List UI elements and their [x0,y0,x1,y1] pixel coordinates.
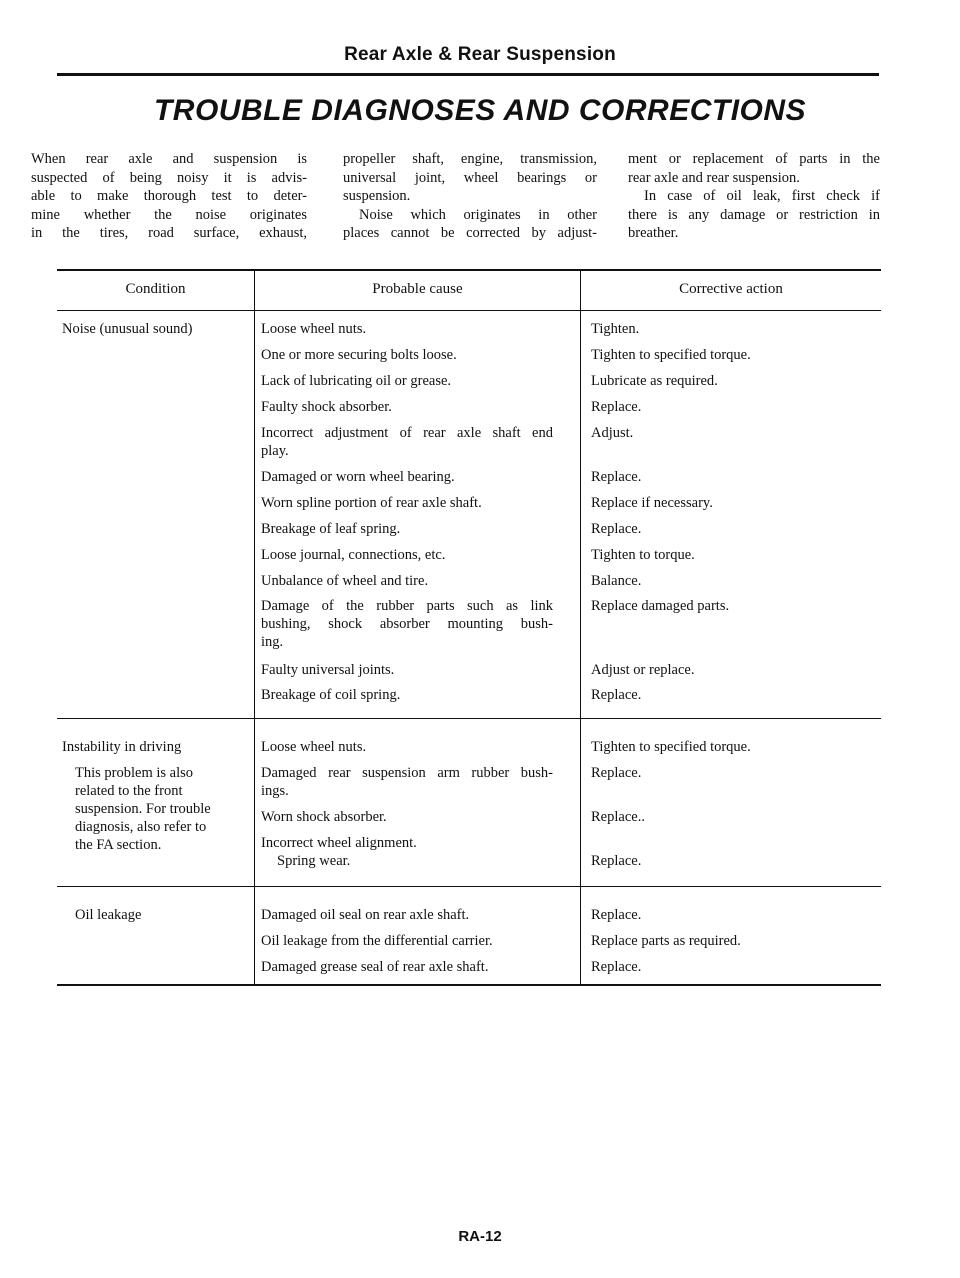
cause-cell: Damaged grease seal of rear axle shaft. [261,959,489,975]
cause-cell: Breakage of leaf spring. [261,521,401,537]
page-title: TROUBLE DIAGNOSES AND CORRECTIONS [153,94,807,127]
condition-cell: Noise (unusual sound) [62,321,193,337]
cause-cell: Damaged oil seal on rear axle shaft. [261,907,470,923]
cause-cell-continued: bushing, shock absorber mounting bush- [261,616,553,632]
intro-line: mine whether the noise originates [31,206,307,223]
action-cell: Tighten. [591,321,640,337]
intro-line: breather. [628,225,679,241]
condition-cell: Oil leakage [75,907,142,923]
column-header-condition: Condition [125,281,186,297]
action-cell: Tighten to specified torque. [591,347,751,363]
cause-cell: Loose journal, connections, etc. [261,547,446,563]
intro-line: able to make thorough test to deter- [31,188,307,204]
cause-cell: One or more securing bolts loose. [261,347,457,363]
note-line: the FA section. [75,837,162,853]
action-cell: Replace.. [591,809,645,825]
cause-cell: Faulty shock absorber. [261,399,392,415]
intro-column-1 [31,150,307,243]
cause-cell: Oil leakage from the differential carrier. [261,933,493,949]
action-cell: Replace if necessary. [591,495,713,511]
action-cell: Replace. [591,399,642,415]
intro-line: Noise which originates in other [359,206,597,223]
intro-line: suspension. [343,188,411,204]
intro-line: When rear axle and suspension is [31,151,307,167]
group-divider [57,886,881,887]
cause-cell: Breakage of coil spring. [261,687,401,703]
cause-cell: Incorrect wheel alignment. [261,835,417,851]
intro-line: In case of oil leak, first check if [644,188,880,204]
action-cell: Adjust. [591,425,634,441]
group-divider [57,718,881,719]
cause-cell: Damage of the rubber parts such as link [261,598,553,614]
table-bottom-rule [57,984,881,986]
header-rule [57,73,879,76]
intro-line: in the tires, road surface, exhaust, [31,225,307,241]
intro-line: universal joint, wheel bearings or [343,169,597,186]
action-cell: Replace. [591,469,642,485]
note-line: diagnosis, also refer to [75,819,207,835]
cause-cell: Incorrect adjustment of rear axle shaft end [261,425,553,441]
table-header-rule [57,310,881,311]
cause-cell-continued: ings. [261,783,289,799]
action-cell: Lubricate as required. [591,373,718,389]
action-cell: Tighten to specified torque. [591,739,751,755]
cause-cell: Loose wheel nuts. [261,739,367,755]
action-cell: Replace parts as required. [591,933,741,949]
cause-cell: Damaged or worn wheel bearing. [261,469,455,485]
table-top-rule [57,269,881,271]
action-cell: Replace damaged parts. [591,598,730,614]
action-cell: Replace. [591,521,642,537]
column-divider [580,269,581,985]
action-cell: Tighten to torque. [591,547,695,563]
intro-line: ment or replacement of parts in the [628,151,880,167]
note-line: This problem is also [75,765,194,781]
cause-cell: Faulty universal joints. [261,662,395,678]
action-cell: Replace. [591,765,642,781]
condition-note [75,764,255,854]
note-line: suspension. For trouble [75,801,211,817]
intro-column-3 [628,150,880,243]
section-title: Rear Axle & Rear Suspension [344,44,616,65]
condition-cell: Instability in driving [62,739,182,755]
action-cell: Adjust or replace. [591,662,695,678]
intro-line: propeller shaft, engine, transmission, [343,151,597,167]
cause-cell: Loose wheel nuts. [261,321,367,337]
intro-line: suspected of being noisy it is advis- [31,169,307,186]
intro-column-2 [343,150,597,243]
intro-line: there is any damage or restriction in [628,206,880,223]
cause-cell: Damaged rear suspension arm rubber bush- [261,765,553,781]
intro-line: places cannot be corrected by adjust- [343,225,597,241]
cause-cell: Worn spline portion of rear axle shaft. [261,495,482,511]
action-cell: Balance. [591,573,642,589]
action-cell: Replace. [591,853,642,869]
cause-cell: Worn shock absorber. [261,809,387,825]
column-divider [254,269,255,985]
column-header-action: Corrective action [679,281,783,297]
action-cell: Replace. [591,959,642,975]
cause-cell-continued: Spring wear. [277,853,351,869]
note-line: related to the front [75,783,183,799]
cause-cell: Unbalance of wheel and tire. [261,573,429,589]
cause-cell-continued: ing. [261,634,284,650]
cause-cell-continued: play. [261,443,289,459]
action-cell: Replace. [591,687,642,703]
action-cell: Replace. [591,907,642,923]
page-number: RA-12 [458,1228,502,1245]
intro-line: rear axle and rear suspension. [628,169,800,186]
column-header-cause: Probable cause [372,281,463,297]
cause-cell: Lack of lubricating oil or grease. [261,373,452,389]
